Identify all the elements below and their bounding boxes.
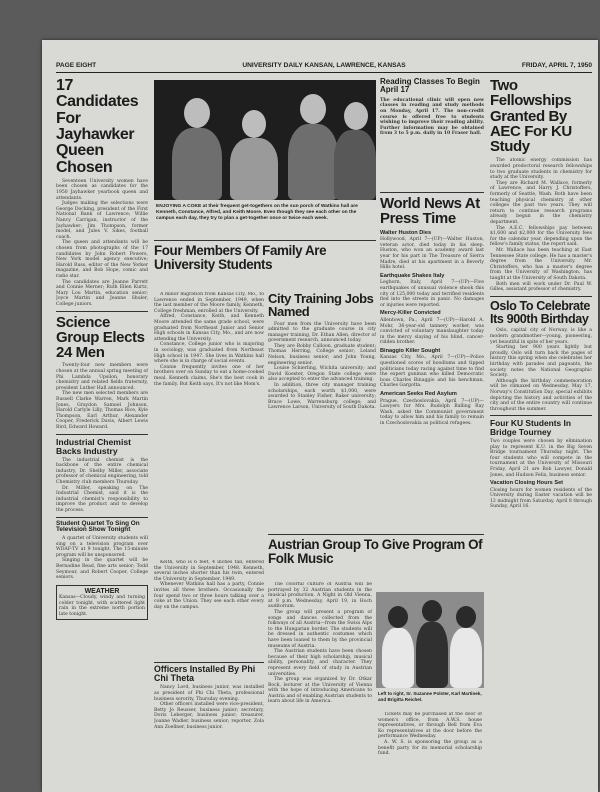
family-headline-block [154, 240, 376, 292]
issue-date: FRIDAY, APRIL 7, 1950 [521, 62, 592, 69]
paragraph: The A.E.C. fellowships pay between $1,600 and $2,000 for the University fees for the calendar year, depending upon the fellow's family status, the report said. [490, 225, 592, 248]
paragraph: Mr. Wallace has been teaching at East Tennessee State college. He has a master's degree from the University. Mr. Christoffers, who has a master's degree from the University of Washington, has taught at the University of South Dakota. [490, 247, 592, 281]
paragraph: They are Bobby Calloon, graduate student; Thomas Herring, College senior; Leland Nelson, business senior; and John Young, engineering senior. [268, 343, 376, 366]
column-left [56, 78, 148, 790]
person-head [242, 110, 266, 138]
bridge-story: Two couples were chosen by elimination play to represent K.U. in the Big Seven Bridge tournament Thursday night. The four students who will compete in the tournament at the University of Missouri Friday, April 21 are Bob Lawyer, Donald Jones, and Hudson Felix, business senior. [490, 438, 592, 478]
chemist-headline: Industrial Chemist Backs Industry [56, 436, 131, 456]
paragraph: Dr. Miller, speaking on The Industrial Chemist, said it is the industrial chemist's responsibility to improve the product and to develop the process. [56, 485, 148, 513]
reading-block [380, 78, 484, 190]
paragraph: Constance, College junior who is majoring in sociology, was graduated from Northeast High school in 1947. She lives in Watkins hall where she is in charge of social events. [154, 342, 264, 365]
world-item-text: Hollywood, April 7—(UP)—Walter Huston, veteran actor, died today in his sleep. Huston, who won an academy award last year for his part in The Treasure of Sierra Madre, died at his apartment in a Beverly Hills hotel. [380, 237, 484, 271]
person-body [288, 124, 338, 200]
vacation-story: Closing hours for women residents of the University during Easter vacation will be 12 midnight from Saturday, April 8 through Sunday, April 16. [490, 487, 592, 510]
paragraph: Nancy Lord, business junior, was installed as president of Phi Chi Theta, professional business sorority, Thursday evening. [154, 685, 264, 702]
person-head [422, 600, 442, 622]
masthead [56, 62, 592, 73]
divider [490, 415, 592, 416]
person-head [456, 606, 476, 628]
divider [56, 434, 148, 435]
photo-caption: ENJOYING A COKE at their frequent get-togethers on the sun porch of Watkins hall are Kenneth, Constance, Alfred, and Keith Moore. Even though they see each other on the campus each day, they try to plan a get-together once or twice each week. [156, 204, 358, 221]
officers-headline: Officers Installed By Phi Chi Theta [154, 664, 256, 684]
reading-headline: Reading Classes To Begin April 17 [380, 78, 480, 95]
paragraph: Keith, who is 6 feet, 4 inches tall, entered the University in September, 1948. Kenneth, several inches shorter than his twin, entered the University in September, 1949. [154, 560, 264, 582]
person-head [300, 94, 326, 124]
science-headline: Science Group Elects 24 Men [56, 313, 145, 362]
world-item-heading: Walter Huston Dies [380, 229, 432, 236]
person-body [172, 128, 222, 200]
paragraph: Four men from the University have been admitted to the graduate course in city manager training, Dr. Ethan Allen, director of government research, announced today. [268, 321, 376, 344]
person-body [230, 138, 278, 200]
divider [380, 192, 484, 193]
city-story [268, 322, 376, 412]
newspaper-page [42, 40, 598, 792]
jayhawker-story [56, 179, 148, 308]
paragraph: The group was organized by Dr. Otkar Bock, lecturer at the University of Vienna with the hope of introducing Americans to Austria and of enabling Austrian students to learn about life in America. [268, 677, 372, 705]
person-body [450, 628, 482, 688]
paragraph: A. W. S. is sponsoring the group as a benefit party for its memorial scholarship fund. [378, 739, 482, 757]
officers-block [154, 662, 264, 792]
oslo-story [490, 328, 592, 412]
oslo-headline: Oslo To Celebrate Its 900th Birthday [490, 298, 591, 326]
weather-box [56, 585, 148, 621]
austrian-story [268, 582, 372, 792]
world-item-heading: Earthquake Shakes Italy [380, 272, 445, 279]
science-story [56, 363, 148, 430]
fellowships-headline: Two Fellowships Granted By AEC For KU Study [490, 78, 572, 156]
page-number: PAGE EIGHT [56, 62, 97, 69]
paper-name: UNIVERSITY DAILY KANSAN, LAWRENCE, KANSAS [242, 62, 406, 69]
paragraph: The atomic energy commission has awarded predoctoral research fellowships to two graduate students in chemistry for study at the University. [490, 158, 592, 181]
paragraph: Starting her 900 years lightly but proudly, Oslo will turn back the pages of history this spring when she celebrates her birthday with parades and pageants, the society notes the National Geographic Society. [490, 345, 592, 379]
world-item-heading: American Seeks Red Asylum [380, 391, 457, 398]
city-training-block [268, 292, 376, 532]
austrian-story-continued [378, 712, 482, 792]
world-item-text: Prague, Czechoslovakia, April 7—(UP)—Lawyers for Mrs. Rudolph Balling Ray Wash, asked the Communist government today to allow him and his family to remain in Czechoslovakia as political refugees. [380, 398, 484, 426]
paragraph: Louise Schierling, Wichita university; and David Koester, Oregon State college were also accepted to enter the advanced training. [268, 366, 376, 383]
person-body [382, 628, 414, 688]
paragraph: A minor migration from Kansas City, Mo., to Lawrence ended in September, 1949, when the last member of the Moore family, Kenneth, College freshman, enrolled at the University. [154, 292, 264, 314]
person-head [184, 98, 210, 128]
paragraph: The Austrian students have been chosen because of their high scholarship, musical ability, personality, and character. They represent every field of study in Austrian universities. [268, 649, 372, 677]
weather-heading: WEATHER [84, 587, 120, 595]
quartet-headline: Student Quartet To Sing On Television Show Tonight [56, 519, 140, 534]
paragraph: The queen and attendants will be chosen from photographs of the 17 candidates by John Robert Powers, New York model agency executive; Harold Russ, editor of the New Yorker magazine, and Bob Hope, comic and radio star. [56, 240, 148, 279]
jayhawker-headline: 17 Candidates For Jayhawker Queen Chosen [56, 78, 139, 176]
vacation-headline: Vacation Closing Hours Set [490, 480, 564, 487]
austrian-headline: Austrian Group To Give Program Of Folk Music [268, 537, 483, 566]
paragraph: Other officers installed were vice-president, Betty Jo Reusser, business junior; secretary, Doris Leberger, business junior; treasurer, Joanne Wadler, business senior; reporter, Zola Ann Zoellner, business junior. [154, 702, 264, 730]
world-item-heading: Binaggio Killer Sought [380, 347, 441, 354]
paragraph: The industrial chemist is the backbone of the entire chemical industry, Dr. Shelby Miller, associate professor of chemical engineering, told Chemistry club members Thursday. [56, 457, 148, 485]
austrian-photo-caption: Left to right, Sr. Suzanne Polster, Karl Martinek, and Brigitta Reichel. [378, 691, 482, 702]
paragraph: Connie frequently invites one of her brothers over on Sunday to eat a home-cooked meal. Kenneth claims, She's the best cook in the family. But Keith says, It's not like Mom's. [154, 364, 264, 387]
divider [268, 534, 484, 535]
paragraph: Singing in the quartet will be Bernadine Read, fine arts senior; Todd Seymour, and Robert Cooper, College seniors. [56, 558, 148, 581]
person-body [334, 130, 376, 200]
paragraph: The new men selected members are Russell Clarke Warren, Mark Martin Jones, Graydon Samuel Johnson, Harold Carlyle Lilly, Thomas Rice, Kyle Thompson, Earl Arthur, Alexander Cooper, Frederick Davis, Albert Lewis Bird, Edward Howard. [56, 391, 148, 430]
paragraph: In addition, three city manager training scholarships, each worth $1,000, were awarded to Stanley Fisher, Baker university; Bruce Lowe, Warrensburg college; and Lawrence Larson, University of South Dakota. [268, 383, 376, 411]
paragraph: Seventeen University women have been chosen as candidates for the 1950 Jayhawker yearbook queen and attendants. [56, 178, 148, 201]
reading-story: The educational clinic will open new classes in reading and study methods on Monday, April 17. The non-credit course is offered free to students wishing to improve their reading ability. Further information may be obtained from 3 to 5 p.m. daily in 10 Fraser hall. [380, 97, 484, 137]
world-item-text: Allentown, Pa., April 7—(UP)—Harold A. Mohr, 36-year-old tannery worker, was convicted of voluntary manslaughter today in the mercy slaying of his blind, cancer-ridden brother. [380, 317, 484, 346]
paragraph: Twenty-four new members were chosen at the annual spring meeting of Phi Lambda Upsilon, honorary chemistry and related fields fraternity, president Luther Hall announced. [56, 363, 148, 391]
divider [56, 517, 148, 518]
paragraph: Oslo, capital city of Norway, is like a modern grandmother—young, pioneering, yet beautiful in spite of her years. [490, 328, 592, 345]
chemist-story [56, 458, 148, 514]
divider [490, 296, 592, 297]
world-item-heading: Mercy-Killer Convicted [380, 310, 441, 317]
fellowships-story [490, 158, 592, 292]
officers-story [154, 685, 264, 730]
paragraph: A quartet of University students will sing on a television program over WDAF-TV at 9 tonight. The 15-minute program will be unsponsored. [56, 535, 148, 558]
austrian-headline-block [268, 534, 484, 580]
paragraph: Both men will work under Dr. Paul W. Gilles, assistant professor of chemistry. [490, 281, 592, 293]
divider [56, 311, 148, 312]
paragraph: Tickets may be purchased at the door of women's office, from A.W.S. house representatives, or through Bell from Eva Ko representatives at the door before the performance Wednesday. [378, 712, 482, 740]
person-head [388, 606, 408, 628]
paragraph: Judges making the selections were George Docking, president of the First National Bank of Lawrence; Willie Nancy Carrigan, instructor of the Jayhawker; Jim Thompson, former model, and Jules V. Sikes, football coach. [56, 201, 148, 240]
world-item-text: Kansas City, Mo., April 7—(UP)—Police questioned scores of hoodlums and tipped politicians today racing against time to find the expert gunman who killed Democratic boss Charles Binaggio and his henchman, Charles Gargotta. [380, 355, 484, 389]
paragraph: The group will present a program of songs and dances collected from the folkways of all Austria—from the Swiss Alps to the Hungarian border. The students will be dressed in authentic costumes which have been loaned to them by the provincial museums of Austria. [268, 609, 372, 649]
paragraph: The colorful culture of Austria will be portrayed by 32 Austrian students in the musical production, A Night in Old Vienna, at 8 p.m. Wednesday, April 19, in Hoch auditorium. [268, 582, 372, 610]
person-head [344, 102, 368, 130]
paragraph: Whenever Watkins hall has a party, Connie invites all three brothers. Occasionally the four spend two or three hours talking over a coke at the Union. They see each other every day on the campus. [154, 582, 264, 610]
world-news-block [380, 192, 484, 532]
austrian-students-photo [376, 592, 484, 688]
moore-family-photo [154, 80, 376, 200]
column-right [490, 78, 592, 792]
world-news-headline: World News At Press Time [380, 195, 480, 228]
quartet-story [56, 536, 148, 581]
family-story-col1b [154, 560, 264, 660]
divider [154, 240, 376, 241]
family-headline: Four Members Of Family Are University Students [154, 243, 327, 272]
city-headline: City Training Jobs Named [268, 292, 374, 320]
person-body [416, 622, 448, 688]
weather-text: Kansas—Cloudy, windy and turning colder tonight, with scattered light rain in the extreme north portion late tonight. [59, 595, 145, 617]
divider [154, 662, 264, 663]
bridge-headline: Four KU Students In Bridge Tourney [490, 418, 571, 438]
paragraph: They are Richard M. Wallace, formerly of Lawrence, and Harry J. Christoffers, formerly of Seattle, Wash. Both have been teaching physical chemistry at other colleges the past two years. They will return to continue research programs already begun in the chemistry department. [490, 180, 592, 226]
paragraph: Alfred, Constance, Keith, and Kenneth Moore attended the same grade school, were graduated from Northeast Junior and Senior High schools in Kansas City, Mo., and are now attending the University. [154, 314, 264, 342]
paragraph: The candidates are Jeanne Parrett and Connie Merner; Ruth Ellen Kurtz, Mary Lou Martin, education senior; Joyce Martin and Jeanne Shuler, College juniors. [56, 279, 148, 307]
family-story-col1 [154, 292, 264, 560]
world-item-text: Leghorn, Italy, April 7—(UP)—Five earthquakes of unusual violence shook this city of 125,000 today and terrified residents fled into the streets in panic. No damages or injuries were reported. [380, 280, 484, 308]
paragraph: Although the birthday commemoration will be climaxed on Wednesday, May 17, Norway's Constitution Day, special exhibits depicting the history and activities of the city and of the entire country will continue throughout the summer. [490, 378, 592, 412]
